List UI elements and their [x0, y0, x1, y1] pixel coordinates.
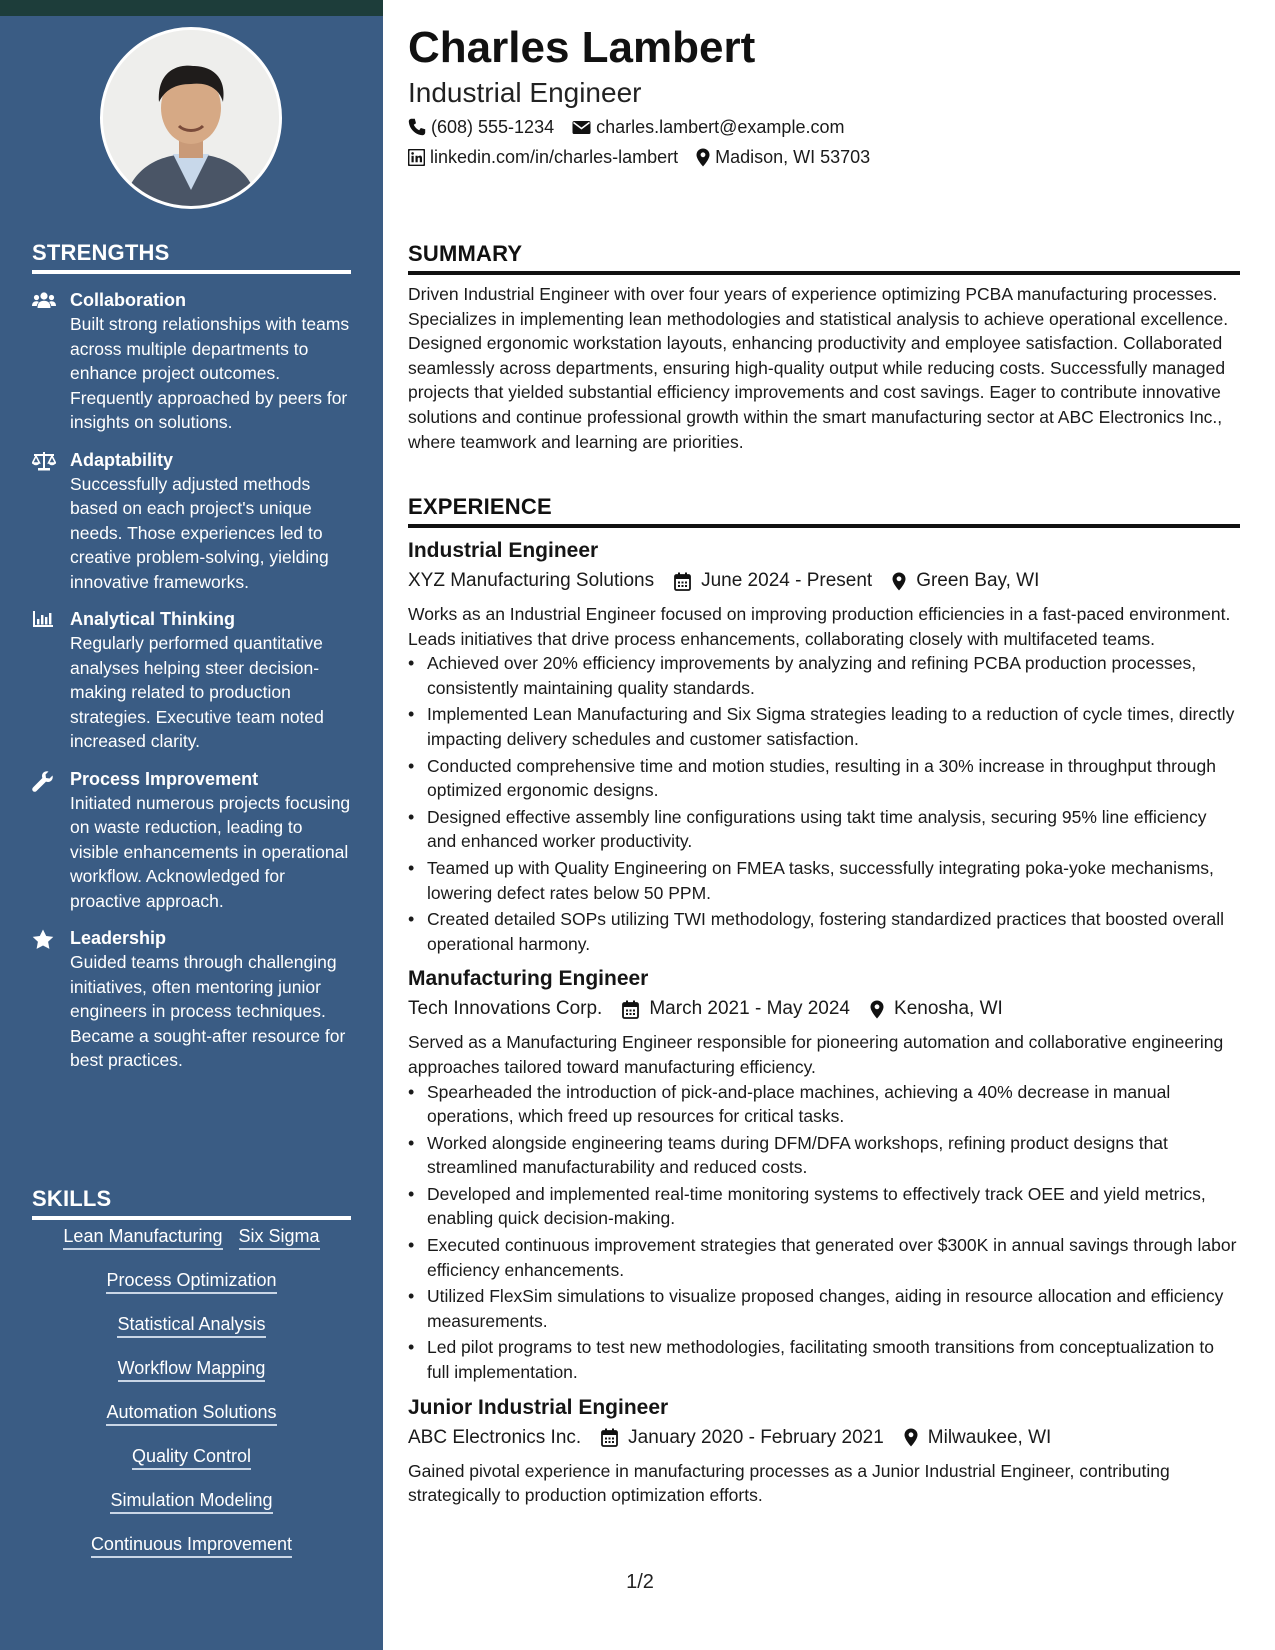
job-bullet: • Teamed up with Quality Engineering on FMEA tasks, successfully integrating poka-yoke mechanisms, lowering defect rates below 50 PPM. — [408, 856, 1240, 905]
contact-linkedin — [408, 144, 678, 170]
candidate-name: Charles Lambert — [408, 23, 756, 72]
experience-section — [408, 494, 1240, 1508]
job-bullet: • Led pilot programs to test new methodologies, facilitating smooth transitions from conceptualization to full implementation. — [408, 1335, 1240, 1384]
summary-text: Driven Industrial Engineer with over four years of experience optimizing PCBA manufacturing processes. Specializes in implementing lean methodologies and statistical analysis to achieve operational excellence. Designed ergonomic workstation layouts, enhancing productivity and employee satisfaction. Collaborated seamlessly across departments, ensuring high-quality output while reducing costs. Successfully managed projects that yielded substantial efficiency improvements and cost savings. Eager to contribute innovative solutions and continue professional growth within the smart manufacturing sector at ABC Electronics Inc., where teamwork and learning are priorities. — [408, 284, 1229, 452]
contact-line — [408, 114, 1240, 140]
strength-title: Analytical Thinking — [70, 609, 236, 629]
map-pin-icon — [870, 1000, 894, 1019]
wrench-icon — [32, 767, 70, 792]
strength-item — [32, 607, 354, 754]
map-pin-icon — [892, 572, 916, 591]
job-title: Junior Industrial Engineer — [408, 1395, 669, 1419]
calendar-icon — [622, 1000, 649, 1019]
job-bullet: • Created detailed SOPs utilizing TWI methodology, fostering standardized practices that boosted overall operational harmony. — [408, 907, 1240, 956]
phone-number: (608) 555-1234 — [431, 117, 555, 137]
candidate-title: Industrial Engineer — [408, 77, 642, 108]
job-meta — [408, 566, 1240, 596]
job-bullet: • Conducted comprehensive time and motion studies, resulting in a 30% increase in throughput through optimized ergonomic designs. — [408, 754, 1240, 803]
strengths-heading: STRENGTHS — [32, 240, 351, 274]
experience-heading: EXPERIENCE — [408, 494, 1240, 528]
chart-icon — [32, 607, 70, 628]
skill-tag: Simulation Modeling — [110, 1489, 272, 1514]
contact-line-2 — [408, 144, 1240, 170]
strength-title: Process Improvement — [70, 768, 259, 789]
job-title: Industrial Engineer — [408, 539, 599, 562]
job-bullet: • Utilized FlexSim simulations to visualize proposed changes, aiding in resource allocation and efficiency measurements. — [408, 1284, 1240, 1333]
strength-description: Guided teams through challenging initiatives, often mentoring junior engineers in process techniques. Became a sought-after resource for best practices. — [70, 952, 346, 1070]
job-description: Gained pivotal experience in manufacturing processes as a Junior Industrial Engineer, contributing strategically to production optimization efforts. — [408, 1460, 1170, 1506]
email-address: charles.lambert@example.com — [596, 117, 845, 137]
job-entry — [408, 1393, 1240, 1508]
sidebar-top-bar — [0, 0, 383, 16]
resume-header — [408, 20, 1240, 170]
skill-tag: Process Optimization — [106, 1269, 276, 1294]
linkedin-icon — [408, 149, 430, 166]
job-bullet: • Designed effective assembly line configurations using takt time analysis, securing 95% line efficiency and enhanced worker productivity. — [408, 805, 1240, 854]
job-bullets — [408, 1080, 1240, 1385]
job-dates: March 2021 - May 2024 — [649, 998, 851, 1020]
summary-section — [408, 241, 1240, 454]
strengths-list — [32, 288, 354, 1086]
company-name: XYZ Manufacturing Solutions — [408, 570, 655, 591]
strength-item — [32, 767, 354, 914]
job-bullet: • Spearheaded the introduction of pick-and-place machines, achieving a 40% decrease in manual operations, which freed up resources for critical tasks. — [408, 1080, 1240, 1129]
skills-list — [32, 1225, 351, 1577]
sidebar — [0, 0, 383, 1650]
calendar-icon — [601, 1428, 628, 1447]
contact-location — [696, 144, 870, 170]
contact-email — [572, 114, 844, 140]
linkedin-url: linkedin.com/in/charles-lambert — [430, 147, 679, 167]
skill-tag: Lean Manufacturing — [63, 1225, 222, 1250]
job-bullet: • Developed and implemented real-time monitoring systems to effectively track OEE and yield metrics, enabling quick decision-making. — [408, 1182, 1240, 1231]
profile-photo — [100, 27, 282, 209]
skill-tag: Continuous Improvement — [91, 1533, 292, 1558]
job-description: Works as an Industrial Engineer focused on improving production efficiencies in a fast-paced environment. Leads initiatives that drive process enhancements, collaborating closely with multifaceted teams. — [408, 604, 1231, 649]
job-description: Served as a Manufacturing Engineer responsible for pioneering automation and collaborative engineering approaches tailored toward manufacturing efficiency. — [408, 1032, 1224, 1077]
phone-icon — [408, 118, 431, 136]
job-dates: January 2020 - February 2021 — [628, 1426, 884, 1448]
job-bullets — [408, 651, 1240, 956]
contact-phone — [408, 114, 554, 140]
star-icon — [32, 926, 70, 950]
job-meta — [408, 1423, 1240, 1453]
job-entry — [408, 964, 1240, 1384]
envelope-icon — [572, 120, 596, 135]
job-entry — [408, 536, 1240, 956]
strength-title: Adaptability — [70, 449, 174, 470]
job-dates: June 2024 - Present — [701, 570, 873, 591]
scale-icon — [32, 448, 70, 471]
skill-tag: Quality Control — [132, 1445, 251, 1470]
skill-tag: Statistical Analysis — [117, 1313, 265, 1338]
strength-description: Built strong relationships with teams across multiple departments to enhance project outcomes. Frequently approached by peers for insights on solutions. — [70, 314, 350, 432]
strength-description: Successfully adjusted methods based on each project's unique needs. Those experiences led to creative problem-solving, yielding innovative frameworks. — [70, 473, 329, 592]
job-location: Kenosha, WI — [894, 998, 1003, 1020]
job-bullet: • Achieved over 20% efficiency improvements by analyzing and refining PCBA production processes, consistently maintaining quality standards. — [408, 651, 1240, 700]
skill-tag: Workflow Mapping — [118, 1357, 266, 1382]
users-icon — [32, 288, 70, 309]
job-location: Green Bay, WI — [916, 570, 1040, 591]
strength-title: Leadership — [70, 928, 167, 948]
page-number: 1/2 — [626, 1571, 654, 1593]
skill-tag: Six Sigma — [239, 1225, 320, 1250]
strength-description: Initiated numerous projects focusing on waste reduction, leading to visible enhancements in operational workflow. Acknowledged for proactive approach. — [70, 792, 351, 911]
job-bullet: • Executed continuous improvement strategies that generated over $300K in annual savings through labor efficiency enhancements. — [408, 1233, 1240, 1282]
summary-heading: SUMMARY — [408, 241, 1240, 275]
job-bullet: • Implemented Lean Manufacturing and Six Sigma strategies leading to a reduction of cycle times, directly impacting delivery schedules and customer satisfaction. — [408, 702, 1240, 751]
map-pin-icon — [904, 1428, 928, 1447]
location-text: Madison, WI 53703 — [715, 147, 871, 167]
calendar-icon — [674, 572, 701, 591]
skill-tag: Automation Solutions — [106, 1401, 276, 1426]
job-bullet: • Worked alongside engineering teams during DFM/DFA workshops, refining product designs that streamlined manufacturability and reduced costs. — [408, 1131, 1240, 1180]
company-name: Tech Innovations Corp. — [408, 998, 603, 1020]
skills-heading: SKILLS — [32, 1186, 351, 1220]
strength-item — [32, 926, 354, 1073]
strength-item — [32, 288, 354, 435]
strength-item — [32, 448, 354, 595]
strength-description: Regularly performed quantitative analyses helping steer decision-making related to production strategies. Executive team noted increased clarity. — [70, 633, 324, 751]
job-title: Manufacturing Engineer — [408, 967, 649, 991]
strength-title: Collaboration — [70, 290, 186, 310]
map-pin-icon — [696, 148, 715, 167]
job-meta — [408, 994, 1240, 1024]
company-name: ABC Electronics Inc. — [408, 1426, 582, 1448]
job-location: Milwaukee, WI — [927, 1426, 1052, 1448]
